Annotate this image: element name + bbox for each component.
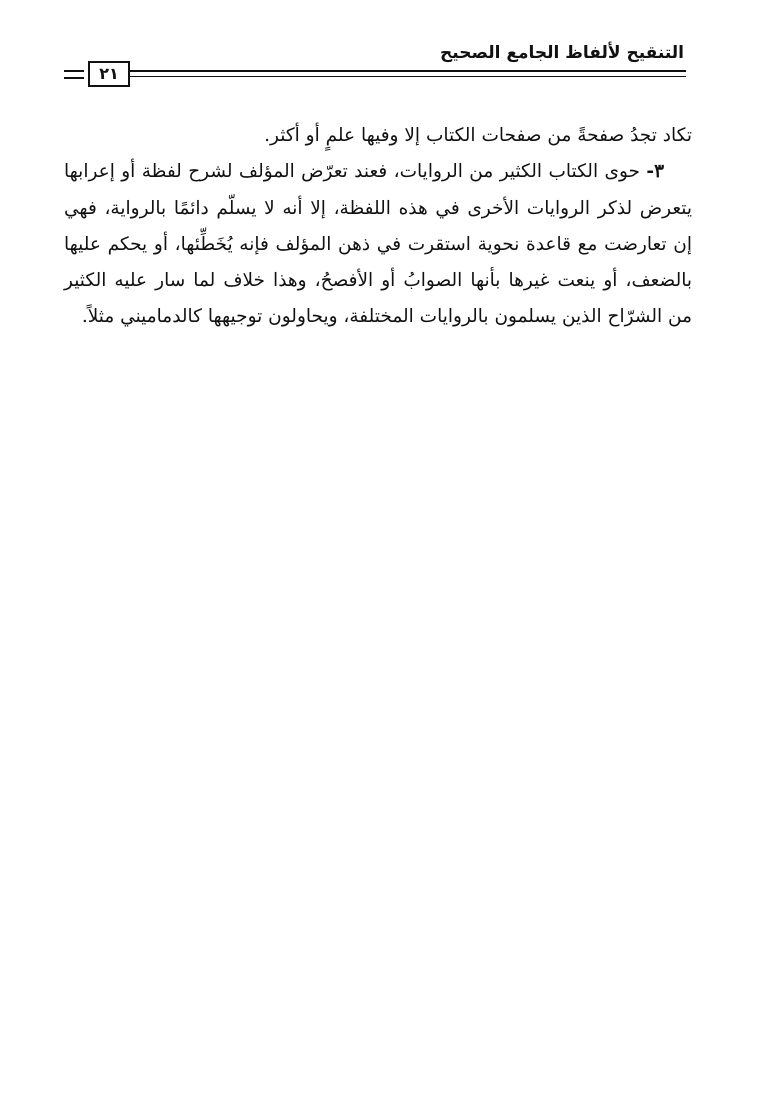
header-rule-thick — [130, 70, 686, 72]
paragraph-2 — [64, 154, 692, 335]
header-rule-thin — [130, 76, 686, 77]
body-text — [64, 118, 692, 336]
page-number-box — [88, 61, 130, 87]
paragraph-2-text: حوى الكتاب الكثير من الروايات، فعند تعرّض المؤلف لشرح لفظة أو إعرابها يتعرض لذكر الروايات الأخرى في هذه اللفظة، إلا أنه لا يسلّم دائمًا بالرواية، فهي إن تعارضت مع قاعدة نحوية استقرت في ذهن المؤلف فإنه يُخَطِّئها، أو يحكم عليها بالضعف، أو ينعت غيرها بأنها الصوابُ أو الأفصحُ، وهذا خلاف لما سار عليه الكثير من الشرّاح الذين يسلمون بالروايات المختلفة، ويحاولون توجيهها كالدماميني مثلاً. — [64, 161, 692, 328]
running-title: التنقيح لألفاظ الجامع الصحيح — [440, 43, 684, 63]
header-rule-left-bottom — [64, 77, 84, 79]
header-rule-left-top — [64, 70, 84, 72]
page-number: ٢١ — [99, 64, 119, 83]
item-number: ٣- — [646, 161, 664, 183]
paragraph-1: تكاد تجدُ صفحةً من صفحات الكتاب إلا وفيها علمٍ أو أكثر. — [264, 125, 692, 146]
